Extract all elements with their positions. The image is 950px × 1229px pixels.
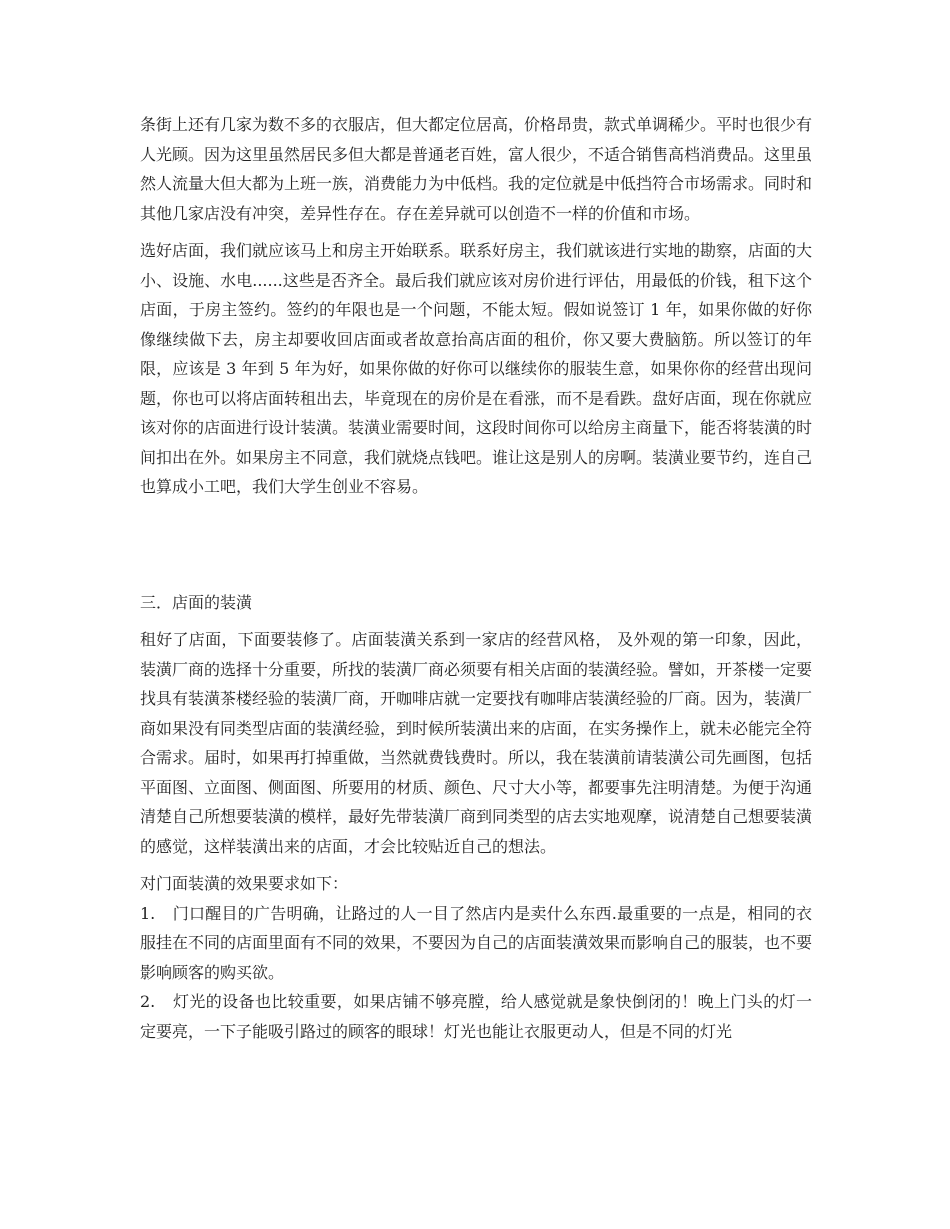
document-body [140,110,812,1046]
list-item-text: 灯光的设备也比较重要，如果店铺不够亮膛，给人感觉就是象快倒闭的！晚上门头的灯一定要亮，一下子能吸引路过的顾客的眼球！灯光也能让衣服更动人，但是不同的灯光 [140,992,812,1041]
list-item [140,899,812,988]
body-paragraph-2: 选好店面，我们就应该马上和房主开始联系。联系好房主，我们就该进行实地的勘察，店面的大小、设施、水电......这些是否齐全。最后我们就应该对房价进行评估，用最低的价钱，租下这个店面，于房主签约。签约的年限也是一个问题，不能太短。假如说签订 1 年，如果你做的好你像继续做下去，房主却要收回店面或者故意抬高店面的租价，你又要大费脑筋。所以签订的年限，应该是 3 年到 5 年为好，如果你做的好你可以继续你的服装生意，如果你你的经营出现问题，你也可以将店面转租出去，毕竟现在的房价是在看涨，而不是看跌。盘好店面，现在你就应该对你的店面进行设计装潢。装潢业需要时间，这段时间你可以给房主商量下，能否将装潢的时间扣出在外。如果房主不同意，我们就烧点钱吧。谁让这是别人的房啊。装潢业要节约，连自己也算成小工吧，我们大学生创业不容易。 [140,241,813,496]
section-heading: 三．店面的装潢 [140,592,253,612]
list-item-spacer [162,992,173,1011]
body-paragraph-1: 条街上还有几家为数不多的衣服店，但大都定位居高，价格昂贵，款式单调稀少。平时也很少有人光顾。因为这里虽然居民多但大都是普通老百姓，富人很少，不适合销售高档消费品。这里虽然人流量大但大都为上班一族，消费能力为中低档。我的定位就是中低挡符合市场需求。同时和其他几家店没有冲突，差异性存在。存在差异就可以创造不一样的价值和市场。 [140,115,813,223]
list-item-number: 1. [140,903,156,923]
list-item-text: 门口醒目的广告明确，让路过的人一目了然店内是卖什么东西.最重要的一点是，相同的衣服挂在不同的店面里面有不同的效果，不要因为自己的店面装潢效果而影响自己的服装，也不要影响顾客的购买欲。 [140,903,813,982]
body-paragraph-3: 租好了店面，下面要装修了。店面装潢关系到一家店的经营风格， 及外观的第一印象，因此，装潢厂商的选择十分重要，所找的装潢厂商必须要有相关店面的装潢经验。譬如，开茶楼一定要找具有装潢茶楼经验的装潢厂商，开咖啡店就一定要找有咖啡店装潢经验的厂商。因为，装潢厂商如果没有同类型店面的装潢经验，到时候所装潢出来的店面，在实务操作上，就未必能完全符合需求。届时，如果再打掉重做，当然就费钱费时。所以，我在装潢前请装潢公司先画图，包括平面图、立面图、侧面图、所要用的材质、颜色、尺寸大小等，都要事先注明清楚。为便于沟通清楚自己所想要装潢的模样，最好先带装潢厂商到同类型的店去实地观摩，说清楚自己想要装潢的感觉，这样装潢出来的店面，才会比较贴近自己的想法。 [140,630,813,856]
body-paragraph-4: 对门面装潢的效果要求如下： [140,874,349,893]
list-item [140,987,812,1046]
list-item-number: 2. [140,992,156,1011]
list-item-spacer [162,904,173,923]
